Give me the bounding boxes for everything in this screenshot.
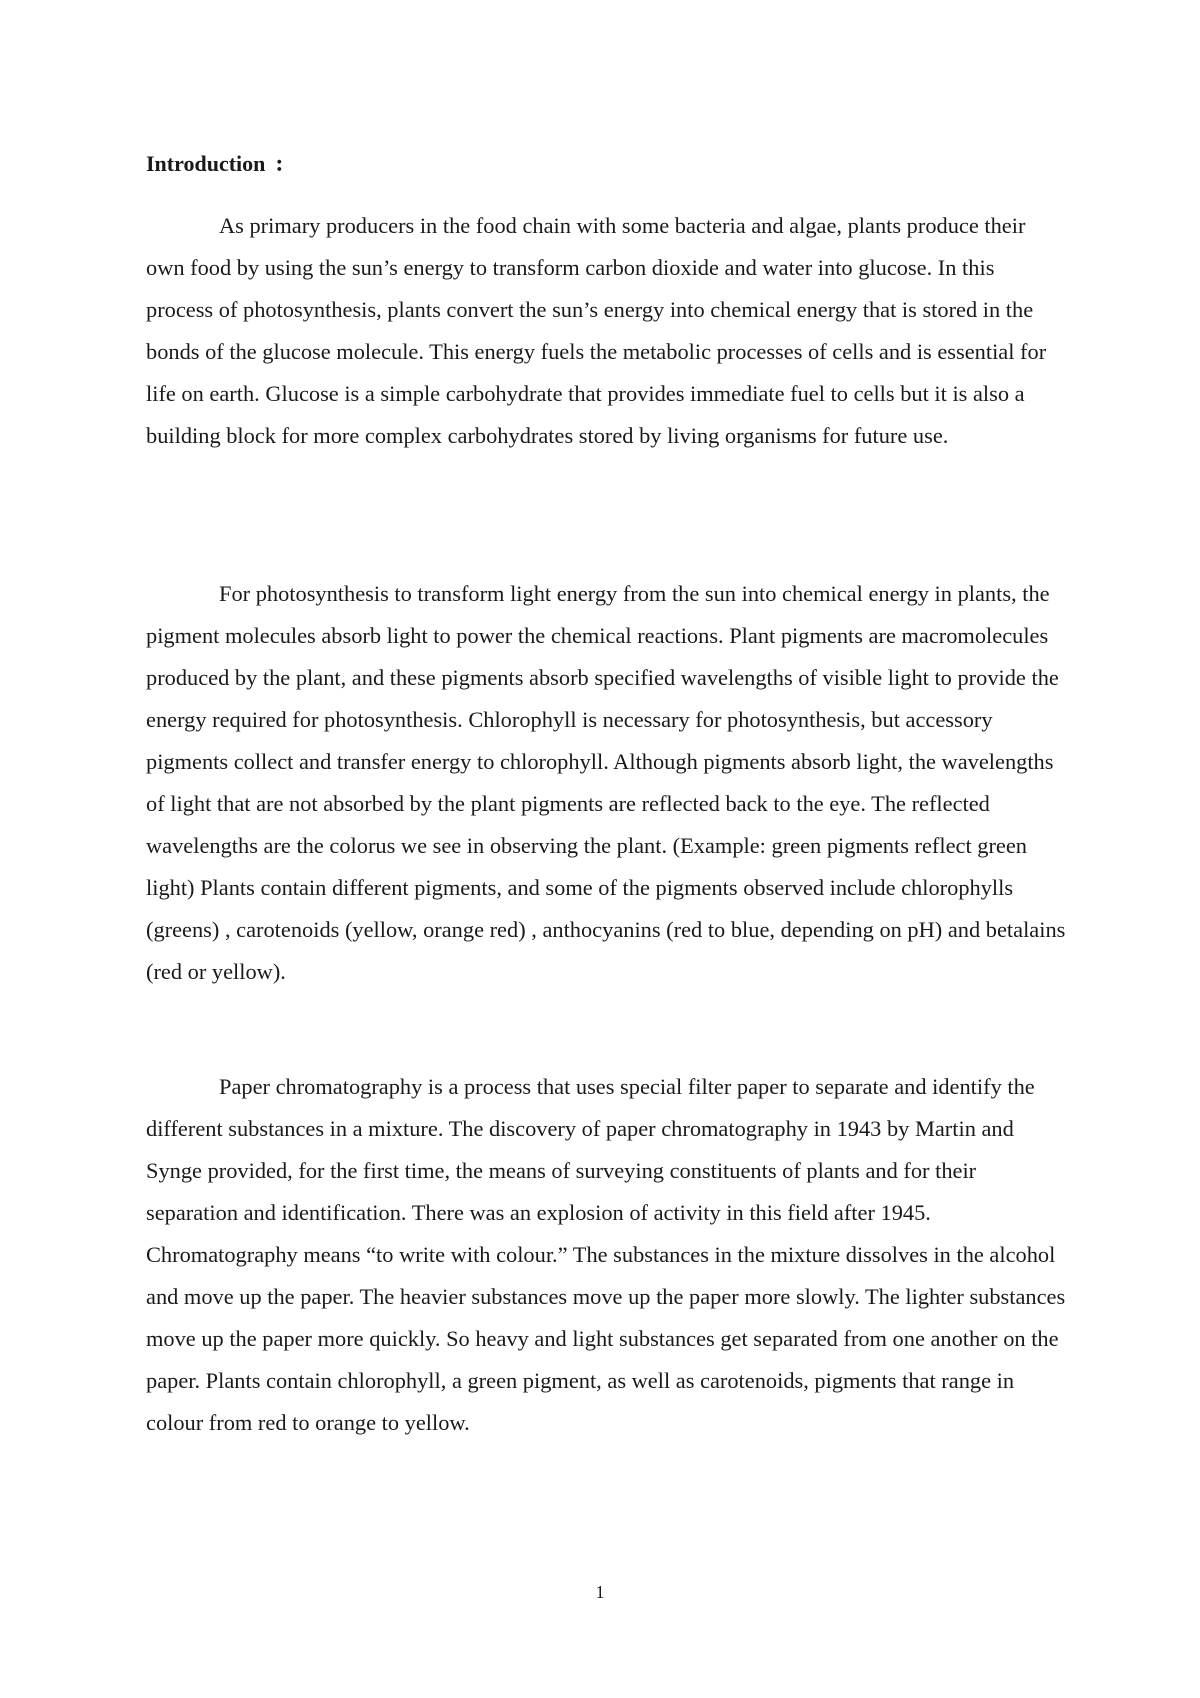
paragraph-plant-pigments: For photosynthesis to transform light energy from the sun into chemical energy in plants, the pigment molecules absorb light to power the chemical reactions. Plant pigments are macromolecules produced by the plant, and these pigments absorb specified wavelengths of visible light to provide the energy required for photosynthesis. Chlorophyll is necessary for photosynthesis, but accessory pigments collect and transfer energy to chlorophyll. Although pigments absorb light, the wavelengths of light that are not absorbed by the plant pigments are reflected back to the eye. The reflected wavelengths are the colorus we see in observing the plant. (Example: green pigments reflect green light) Plants contain different pigments, and some of the pigments observed include chlorophylls (greens) , carotenoids (yellow, orange red) , anthocyanins (red to blue, depending on pH) and betalains (red or yellow). <box>146 581 1066 984</box>
section-heading <box>146 150 283 178</box>
heading-colon: : <box>275 151 284 177</box>
heading-text: Introduction <box>146 151 266 176</box>
paragraph-photosynthesis-intro: As primary producers in the food chain with some bacteria and algae, plants produce their own food by using the sun’s energy to transform carbon dioxide and water into glucose. In this process of photosynthesis, plants convert the sun’s energy into chemical energy that is stored in the bonds of the glucose molecule. This energy fuels the metabolic processes of cells and is essential for life on earth. Glucose is a simple carbohydrate that provides immediate fuel to cells but it is also a building block for more complex carbohydrates stored by living organisms for future use. <box>146 213 1047 448</box>
paragraph-paper-chromatography: Paper chromatography is a process that uses special filter paper to separate and identify the different substances in a mixture. The discovery of paper chromatography in 1943 by Martin and Synge provided, for the first time, the means of surveying constituents of plants and for their separation and identification. There was an explosion of activity in this field after 1945. Chromatography means “to write with colour.” The substances in the mixture dissolves in the alcohol and move up the paper. The heavier substances move up the paper more slowly. The lighter substances move up the paper more quickly. So heavy and light substances get separated from one another on the paper. Plants contain chlorophyll, a green pigment, as well as carotenoids, pigments that range in colour from red to orange to yellow. <box>146 1074 1066 1435</box>
page-number: 1 <box>595 1582 605 1602</box>
